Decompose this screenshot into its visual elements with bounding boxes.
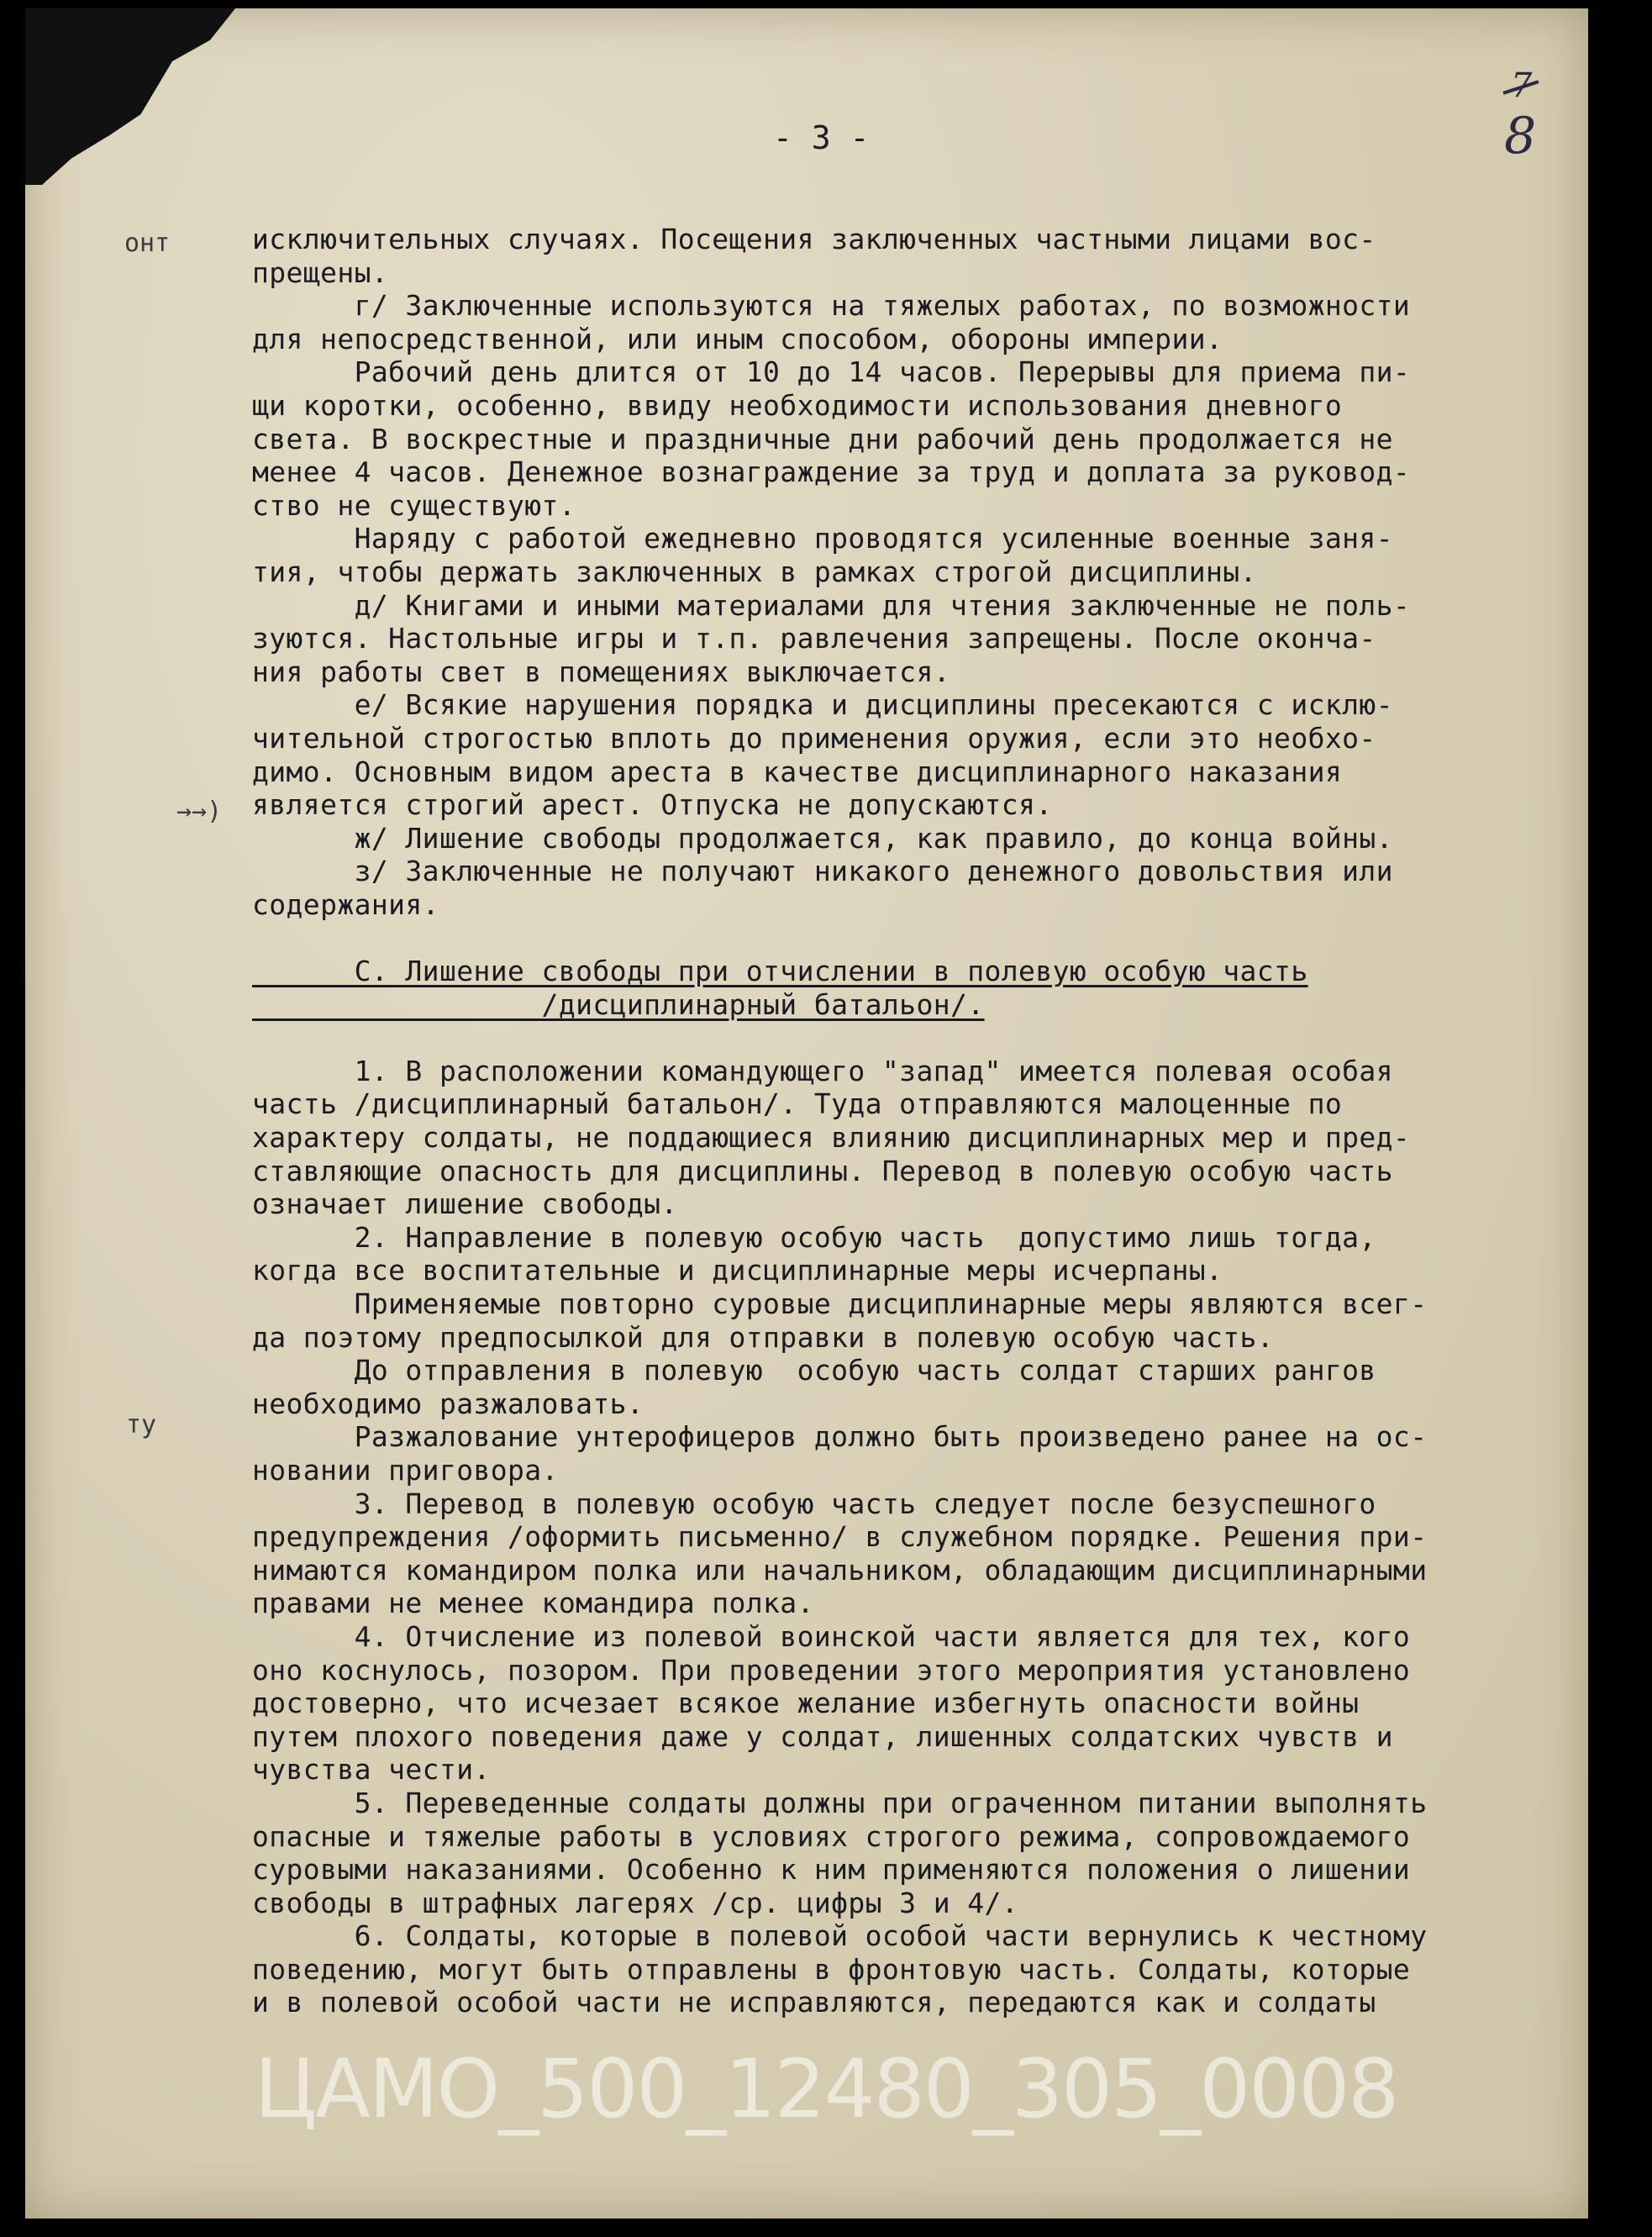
text-line: щи коротки, особенно, ввиду необходимости использования дневного bbox=[252, 388, 1343, 422]
text-line: д/ Книгами и иными материалами для чтения заключенные не поль- bbox=[252, 588, 1411, 622]
text-line: е/ Всякие нарушения порядка и дисциплины пресекаются с исклю- bbox=[252, 688, 1393, 722]
text-line: для непосредственной, или иным способом, обороны империи. bbox=[252, 322, 1223, 355]
folio-number bbox=[1504, 66, 1537, 166]
text-line: 1. В расположении командующего "запад" имеется полевая особая bbox=[252, 1054, 1393, 1087]
text-line: менее 4 часов. Денежное вознаграждение за труд и доплата за руковод- bbox=[252, 455, 1411, 489]
document-body bbox=[252, 223, 1605, 2019]
text-line: Разжалование унтерофицеров должно быть произведено ранее на ос- bbox=[252, 1420, 1428, 1454]
text-line: 3. Перевод в полевую особую часть следует после безуспешного bbox=[252, 1487, 1376, 1520]
text-line: з/ Заключенные не получают никакого денежного довольствия или bbox=[252, 855, 1393, 888]
section-heading-line: /дисциплинарный батальон/. bbox=[252, 987, 985, 1021]
text-line: путем плохого поведения даже у солдат, лишенных солдатских чувств и bbox=[252, 1719, 1393, 1753]
text-line: чительной строгостью вплоть до применения оружия, если это необхо- bbox=[252, 721, 1376, 755]
text-line: правами не менее командира полка. bbox=[252, 1587, 814, 1620]
text-line: До отправления в полевую особую часть солдат старших рангов bbox=[252, 1354, 1376, 1387]
text-line: новании приговора. bbox=[252, 1453, 559, 1487]
blank-line bbox=[252, 1021, 1605, 1055]
text-line: прещены. bbox=[252, 255, 389, 289]
text-line: характеру солдаты, не поддающиеся влиянию дисциплинарных мер и пред- bbox=[252, 1121, 1411, 1155]
text-line: предупреждения /оформить письменно/ в служебном порядке. Решения при- bbox=[252, 1520, 1428, 1554]
text-line: означает лишение свободы. bbox=[252, 1187, 678, 1221]
text-line: и в полевой особой части не исправляются, передаются как и солдаты bbox=[252, 1986, 1376, 2019]
text-line: да поэтому предпосылкой для отправки в полевую особую часть. bbox=[252, 1320, 1275, 1354]
torn-corner bbox=[25, 8, 235, 185]
text-line: Наряду с работой ежедневно проводятся усиленные военные заня- bbox=[252, 522, 1393, 555]
section-heading-line: С. Лишение свободы при отчислении в полевую особую часть bbox=[252, 955, 1308, 988]
text-line: ство не существуют. bbox=[252, 488, 576, 522]
text-line: ставляющие опасность для дисциплины. Перевод в полевую особую часть bbox=[252, 1154, 1393, 1187]
margin-note: →→) bbox=[176, 797, 223, 826]
text-line: света. В воскрестные и праздничные дни рабочий день продолжается не bbox=[252, 422, 1393, 455]
text-line: чувства чести. bbox=[252, 1753, 491, 1787]
text-line: поведению, могут быть отправлены в фронтовую часть. Солдаты, которые bbox=[252, 1952, 1411, 1986]
text-line: когда все воспитательные и дисциплинарные меры исчерпаны. bbox=[252, 1254, 1223, 1287]
page-number: - 3 - bbox=[773, 119, 870, 156]
text-line: димо. Основным видом ареста в качестве дисциплинарного наказания bbox=[252, 755, 1343, 788]
text-line: 6. Солдаты, которые в полевой особой части вернулись к честному bbox=[252, 1919, 1428, 1953]
margin-note: онт bbox=[124, 229, 171, 258]
text-line: достоверно, что исчезает всякое желание избегнуть опасности войны bbox=[252, 1687, 1360, 1720]
text-line: Применяемые повторно суровые дисциплинарные меры являются всег- bbox=[252, 1287, 1428, 1320]
text-line: содержания. bbox=[252, 887, 439, 921]
text-line: 4. Отчисление из полевой воинской части является для тех, кого bbox=[252, 1619, 1411, 1653]
text-line: необходимо разжаловать. bbox=[252, 1387, 644, 1420]
text-line: оно коснулось, позором. При проведении этого мероприятия установлено bbox=[252, 1653, 1411, 1687]
text-line: г/ Заключенные используются на тяжелых работах, по возможности bbox=[252, 289, 1411, 323]
text-line: исключительных случаях. Посещения заключенных частными лицами вос- bbox=[252, 223, 1376, 255]
archive-watermark: ЦАМО_500_12480_305_0008 bbox=[254, 2042, 1398, 2136]
text-line: ния работы свет в помещениях выключается. bbox=[252, 655, 950, 688]
text-line: свободы в штрафных лагерях /ср. цифры 3 и 4/. bbox=[252, 1886, 1019, 1919]
text-line: ж/ Лишение свободы продолжается, как правило, до конца войны. bbox=[252, 821, 1393, 855]
text-line: является строгий арест. Отпуска не допускаются. bbox=[252, 788, 1053, 822]
text-line: суровыми наказаниями. Особенно к ним применяются положения о лишении bbox=[252, 1853, 1411, 1887]
blank-line bbox=[252, 921, 1605, 955]
text-line: 2. Направление в полевую особую часть допустимо лишь тогда, bbox=[252, 1220, 1376, 1254]
folio-current: 8 bbox=[1504, 107, 1537, 166]
text-line: Рабочий день длится от 10 до 14 часов. Перерывы для приема пи- bbox=[252, 355, 1411, 389]
text-line: 5. Переведенные солдаты должны при ограченном питании выполнять bbox=[252, 1786, 1428, 1819]
text-line: опасные и тяжелые работы в условиях строгого режима, сопровождаемого bbox=[252, 1819, 1411, 1853]
text-line: тия, чтобы держать заключенных в рамках строгой дисциплины. bbox=[252, 555, 1257, 588]
folio-old: 7 bbox=[1511, 66, 1533, 105]
document-page bbox=[25, 8, 1588, 2219]
text-line: зуются. Настольные игры и т.п. равлечения запрещены. После оконча- bbox=[252, 622, 1376, 655]
margin-note: ту bbox=[126, 1410, 157, 1440]
text-line: часть /дисциплинарный батальон/. Туда отправляются малоценные по bbox=[252, 1087, 1343, 1121]
text-line: нимаются командиром полка или начальником, обладающим дисциплинарными bbox=[252, 1553, 1428, 1587]
